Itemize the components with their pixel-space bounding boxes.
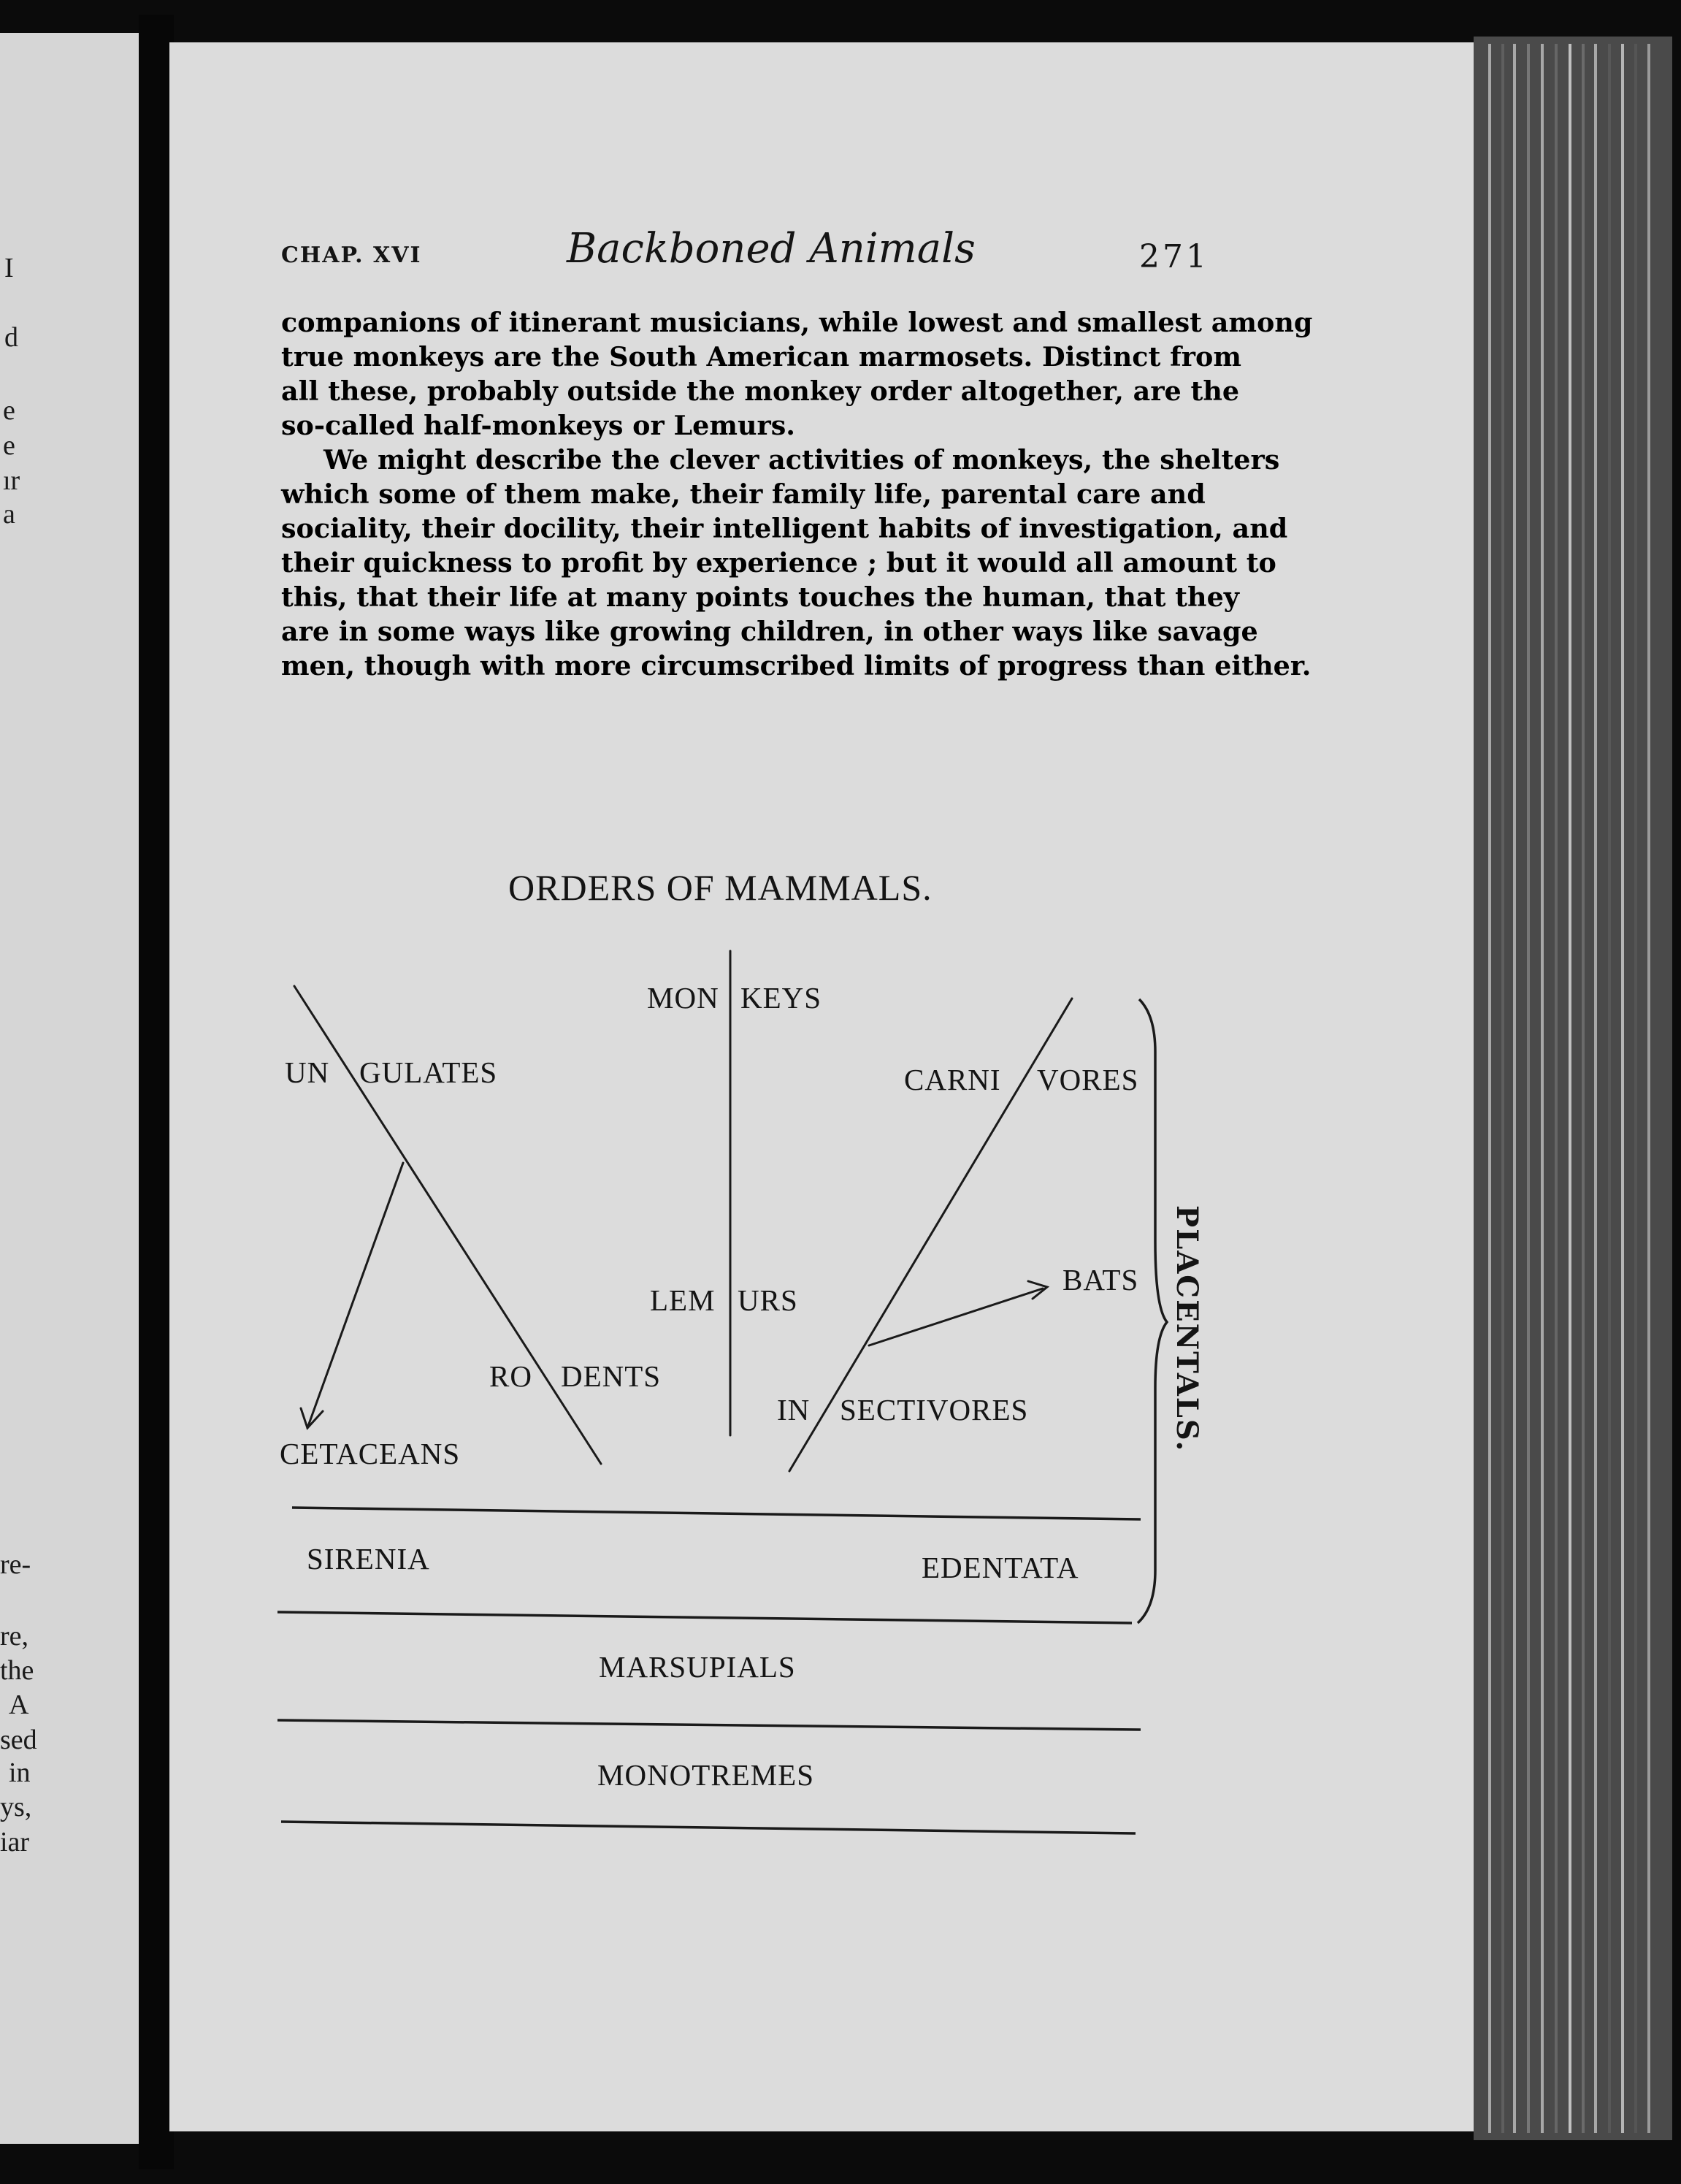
text-line: We might describe the clever activities of monkeys, the shelters xyxy=(323,444,1280,476)
facing-fragment: in xyxy=(9,1757,31,1788)
label-ro: RO xyxy=(489,1359,532,1393)
text-line: are in some ways like growing children, in other ways like savage xyxy=(281,616,1258,647)
label-keys: KEYS xyxy=(740,981,822,1015)
label-vores: VORES xyxy=(1037,1063,1139,1096)
text-line: sociality, their docility, their intelligent habits of investigation, and xyxy=(281,513,1288,544)
facing-fragment: the xyxy=(0,1655,34,1686)
facing-fragment: sed xyxy=(0,1725,37,1755)
label-sectivores: SECTIVORES xyxy=(840,1393,1029,1427)
bats-branch-line xyxy=(869,1288,1043,1345)
diagram-title: ORDERS OF MAMMALS. xyxy=(508,867,933,908)
page-number: 271 xyxy=(1139,238,1209,275)
text-line: all these, probably outside the monkey order altogether, are the xyxy=(281,375,1240,407)
facing-fragment: A xyxy=(9,1689,29,1720)
label-un: UN xyxy=(285,1055,330,1089)
cetaceans-branch-line xyxy=(307,1163,403,1428)
text-line: their quickness to profit by experience ; but it would all amount to xyxy=(281,547,1276,579)
text-line: so-called half-monkeys or Lemurs. xyxy=(281,410,795,441)
text-line: this, that their life at many points touches the human, that they xyxy=(281,581,1240,613)
label-monotremes: MONOTREMES xyxy=(597,1758,815,1792)
label-in: IN xyxy=(777,1393,811,1427)
placentals-brace xyxy=(1138,999,1167,1623)
label-urs: URS xyxy=(738,1283,798,1317)
facing-fragment: re, xyxy=(0,1621,29,1652)
running-title: Backboned Animals xyxy=(567,225,976,272)
label-gulates: GULATES xyxy=(359,1055,498,1089)
facing-fragment: I xyxy=(4,253,14,283)
label-bats: BATS xyxy=(1062,1263,1139,1297)
label-carni: CARNI xyxy=(904,1063,1001,1096)
text-line: true monkeys are the South American marmosets. Distinct from xyxy=(281,341,1241,373)
facing-fragment: d xyxy=(4,322,18,353)
facing-fragment: re- xyxy=(0,1549,31,1580)
placentals-divider-line xyxy=(292,1508,1141,1519)
facing-fragment: e xyxy=(3,430,15,461)
facing-fragment: e xyxy=(3,395,15,426)
text-line: which some of them make, their family life, parental care and xyxy=(281,478,1206,510)
label-dents: DENTS xyxy=(561,1359,662,1393)
marsupials-divider-line xyxy=(277,1720,1141,1730)
text-line: companions of itinerant musicians, while lowest and smallest among xyxy=(281,307,1313,338)
label-sirenia: SIRENIA xyxy=(307,1542,430,1576)
label-cetaceans: CETACEANS xyxy=(280,1437,461,1470)
sirenia-edentata-divider-line xyxy=(277,1612,1132,1623)
label-mon: MON xyxy=(647,981,719,1015)
facing-fragment: a xyxy=(3,499,15,530)
facing-fragment: iar xyxy=(0,1827,30,1857)
facing-fragment: ır xyxy=(3,465,20,496)
label-edentata: EDENTATA xyxy=(922,1551,1079,1584)
label-lem: LEM xyxy=(650,1283,716,1317)
text-line: men, though with more circumscribed limits of progress than either. xyxy=(281,650,1312,681)
chapter-label: CHAP. XVI xyxy=(281,243,422,268)
facing-fragment: ys, xyxy=(0,1792,32,1822)
monotremes-divider-line xyxy=(281,1822,1136,1833)
label-placentals: PLACENTALS. xyxy=(1170,1205,1204,1453)
label-marsupials: MARSUPIALS xyxy=(599,1650,796,1684)
